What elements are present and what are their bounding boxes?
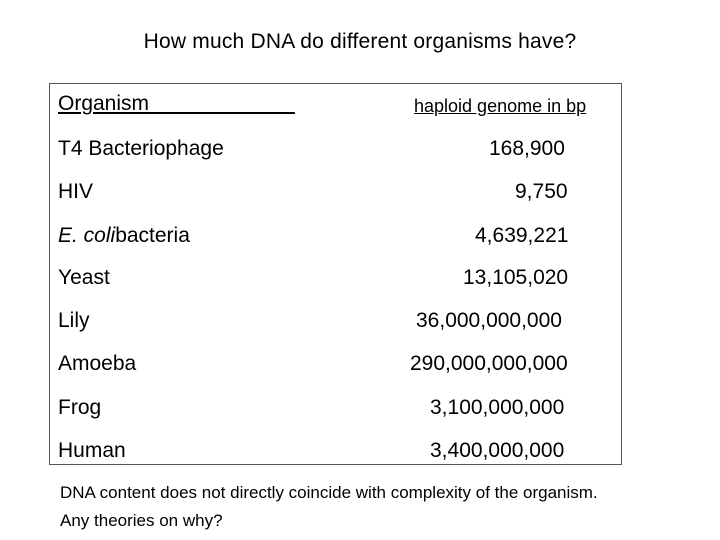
genome-size: 9,750 xyxy=(515,180,568,203)
organism-column-header xyxy=(58,92,295,116)
genome-size: 3,400,000,000 xyxy=(430,439,565,462)
genome-size: 290,000,000,000 xyxy=(410,352,568,375)
genome-size: 36,000,000,000 xyxy=(416,309,562,332)
organism-name: Lily xyxy=(58,309,90,332)
page-title: How much DNA do different organisms have? xyxy=(143,30,577,53)
genome-size: 168,900 xyxy=(489,137,565,160)
organism-name xyxy=(58,224,190,248)
organism-name: T4 Bacteriophage xyxy=(58,137,224,160)
organism-name-italic: E. coli xyxy=(58,224,116,247)
footnote-question: DNA content does not directly coincide with complexity of the organism. Any theories on why? xyxy=(60,483,598,530)
organism-header-label: Organism xyxy=(58,92,150,115)
organism-name: Amoeba xyxy=(58,352,137,375)
genome-size: 4,639,221 xyxy=(475,224,569,247)
organism-name: Yeast xyxy=(58,266,110,289)
genome-size: 13,105,020 xyxy=(463,266,569,289)
genome-size-column-header: haploid genome in bp xyxy=(414,96,587,116)
organism-name: Human xyxy=(58,439,126,462)
organism-name-rest: bacteria xyxy=(115,224,190,247)
organism-name: Frog xyxy=(58,396,102,419)
organism-name: HIV xyxy=(58,180,94,203)
genome-size: 3,100,000,000 xyxy=(430,396,565,419)
header-underline-fill xyxy=(149,92,295,115)
